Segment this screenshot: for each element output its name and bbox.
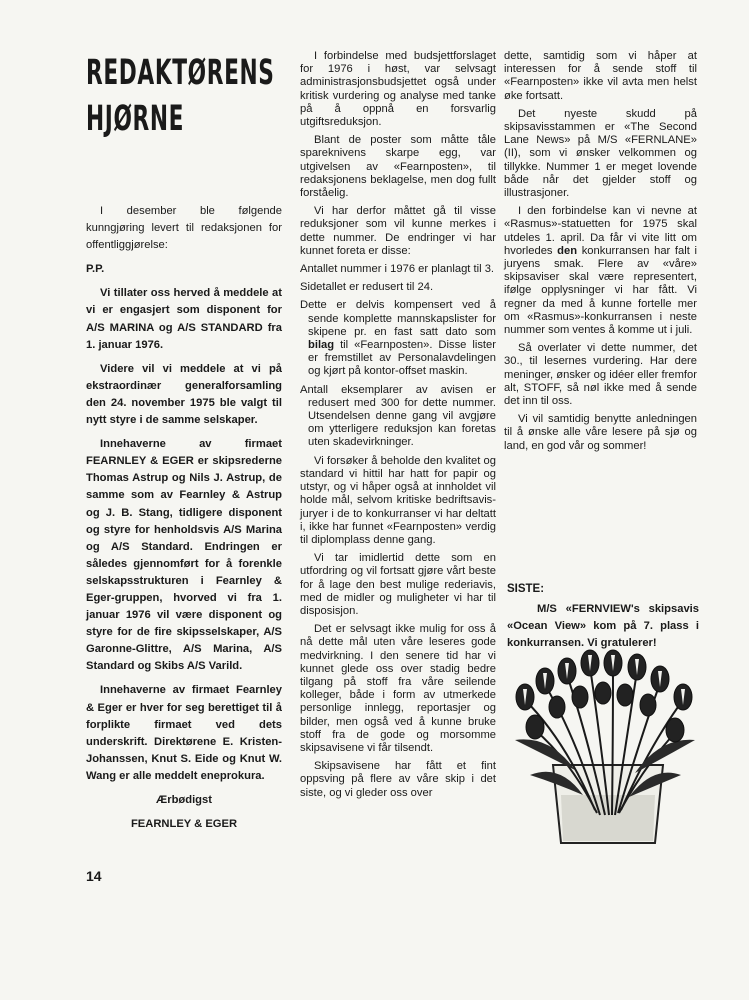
editorial-paragraph-9-text-b: konkurransen har falt i juryens smak. Flere av «våre» skipsaviser skal være representert, ifølge opplysninger vi har fått. Vi regner da med å kunne fortelle mer om «Rasmus»-konkurransen i neste nummer som ventes å komme ut i juli. xyxy=(504,244,697,337)
page-title xyxy=(86,50,275,142)
editorial-paragraph-10: Så overlater vi dette nummer, det 30., til lesernes vurdering. Har dere meninger, ønsker og idéer eller fremfor alt, STOFF, så nøl ikke med å sende det inn til oss. xyxy=(504,342,697,408)
reduction-item-1: Antallet nummer i 1976 er planlagt til 3. xyxy=(300,263,495,276)
announcement-paragraph-4: Innehaverne av firmaet Fearnley & Eger er hver for seg berettiget til å forplikte firmaet ved dets underskrift. Direktørene E. Kristen-Johanssen, Knut S. Eide og Knut W. Wang er alle meddelt eneprokura. xyxy=(86,684,282,782)
announcement-column xyxy=(86,203,282,840)
editorial-continuation: dette, samtidig som vi håper at interessen for å sende stoff til «Fearnposten» ikke vil avta men helst øke fortsatt. xyxy=(504,50,697,102)
intro-paragraph: I desember ble følgende kunngjøring levert til redaksjonen for offentliggjørelse: xyxy=(86,205,282,252)
editorial-paragraph-9-bold: den xyxy=(557,244,578,257)
announcement-paragraph-1: Vi tillater oss herved å meddele at vi er engasjert som disponent for A/S MARINA og A/S STANDARD fra 1. januar 1976. xyxy=(86,287,282,351)
announcement-paragraph-2: Videre vil vi meddele at vi på ekstraordinær generalforsamling den 24. november 1975 ble valgt til nytt styre i de samme selskaper. xyxy=(86,362,282,427)
editorial-paragraph-6: Det er selvsagt ikke mulig for oss å nå dette mål uten våre leseres gode medvirkning. I den senere tid har vi kunnet glede oss over stadig bedre tilgang på stoff fra våre seilende kolleger, både i form av utmerkede personlige innlegg, reportasjer og bilder, men også ved å kunne bruke stoff fra de gode og morsomme skipsavisene vi får tilsendt. xyxy=(300,623,496,754)
editorial-column-3 xyxy=(504,50,697,458)
announcement-paragraph-3: Innehaverne av firmaet FEARNLEY & EGER er skipsrederne Thomas Astrup og Nils J. Astrup, de samme som av Fearnley & Astrup og J. B. Stang, tidligere disponent og styre for henholdsvis A/S Marina og A/S Standard. Endringen er således gjennomført for å forenkle selskapsstrukturen i Fearnley & Eger-gruppen, hvorved vi fra 1. januar 1976 vil være disponent og styre for de fire skipsselskaper, A/S Garonne-Glittre, A/S Marina, A/S Standard og Skibs A/S Varild. xyxy=(86,438,282,673)
editorial-paragraph-8: Det nyeste skudd på skipsavisstammen er «The Second Lane News» på M/S «FERNLANE» (II), som vi ønsker velkommen og tillykke. Nummer 1 er meget lovende både når det gjelder stoff og illustrasjoner. xyxy=(504,107,697,200)
reduction-item-4: Antall eksemplarer av avisen er redusert med 300 for dette nummer. Utsendelsen denne gang vil avgjøre om ytterligere reduksjon kan foretas uten skadevirkninger. xyxy=(300,383,496,449)
editorial-paragraph-2: Blant de poster som måtte tåle spareknivens skarpe egg, var utgivelsen av «Fearnposten», til redaksjonens beklagelse, men dog fullt forståelig. xyxy=(300,134,496,200)
reduction-item-2: Sidetallet er redusert til 24. xyxy=(300,281,434,294)
editorial-paragraph-9-text-a: I den forbindelse kan vi nevne at «Rasmus»-statuetten for 1975 skal utdeles 1. april. Da får vi vite litt om hvorledes xyxy=(504,205,697,257)
reduction-item-3-text-a: Dette er delvis kompensert ved å sende komplette mannskapslister for skipene pr. en fast satt dato som xyxy=(300,299,496,338)
reduction-item-3-text-b: til «Fearnposten». Disse lister er fremstillet av Personalavdelingen og kjørt på kontor-offset maskin. xyxy=(308,339,496,378)
pp-label: P.P. xyxy=(86,263,105,276)
editorial-paragraph-5: Vi tar imidlertid dette som en utfordring og vil fortsatt gjøre vårt beste for å lage den best mulige rederiavis, med de midler og muligheter vi har til disposisjon. xyxy=(300,552,496,617)
editorial-column-2 xyxy=(300,50,496,805)
tulips-in-vase-icon xyxy=(505,645,705,845)
signature: FEARNLEY & EGER xyxy=(130,818,238,831)
title-line-1: REDAKTØRENS xyxy=(86,53,275,93)
editorial-paragraph-9 xyxy=(504,205,697,337)
editorial-paragraph-3: Vi har derfor måttet gå til visse reduksjoner som vil kunne merkes i dette nummer. De endringer vi har kunnet foreta er disse: xyxy=(300,205,496,257)
reduction-item-3-bold: bilag xyxy=(308,339,335,352)
editorial-paragraph-1: I forbindelse med budsjettforslaget for 1976 i høst, var selvsagt administrasjonsbudsjettet også under kritisk vurdering og analyse med tanke på å oppnå en forsvarlig utgiftsreduksjon. xyxy=(300,50,496,129)
editorial-paragraph-7: Skipsavisene har fått et fint oppsving på flere av våre skip i det siste, og vi gleder oss over xyxy=(300,760,496,799)
title-line-2: HJØRNE xyxy=(86,99,185,139)
greeting: Ærbødigst xyxy=(156,794,212,806)
editorial-paragraph-11: Vi vil samtidig benytte anledningen til å ønske alle våre lesere på sjø og land, en god vår og sommer! xyxy=(504,413,697,452)
reduction-item-3 xyxy=(300,299,496,378)
siste-text: M/S «FERNVIEW's skipsavis «Ocean View» kom på 7. plass i konkurransen. Vi gratulerer! xyxy=(507,603,699,649)
siste-heading: SISTE: xyxy=(507,583,545,595)
editorial-paragraph-4: Vi forsøker å beholde den kvalitet og standard vi hittil har hatt for papir og utstyr, og vi håper også at innholdet vil holde mål, selvom kritiske bedriftsavis-juryer i de to konkurranser vi har deltatt i, ikke har funnet «Fearnposten» verdig til diplomplass denne gang. xyxy=(300,454,496,546)
page-number: 14 xyxy=(86,868,102,884)
